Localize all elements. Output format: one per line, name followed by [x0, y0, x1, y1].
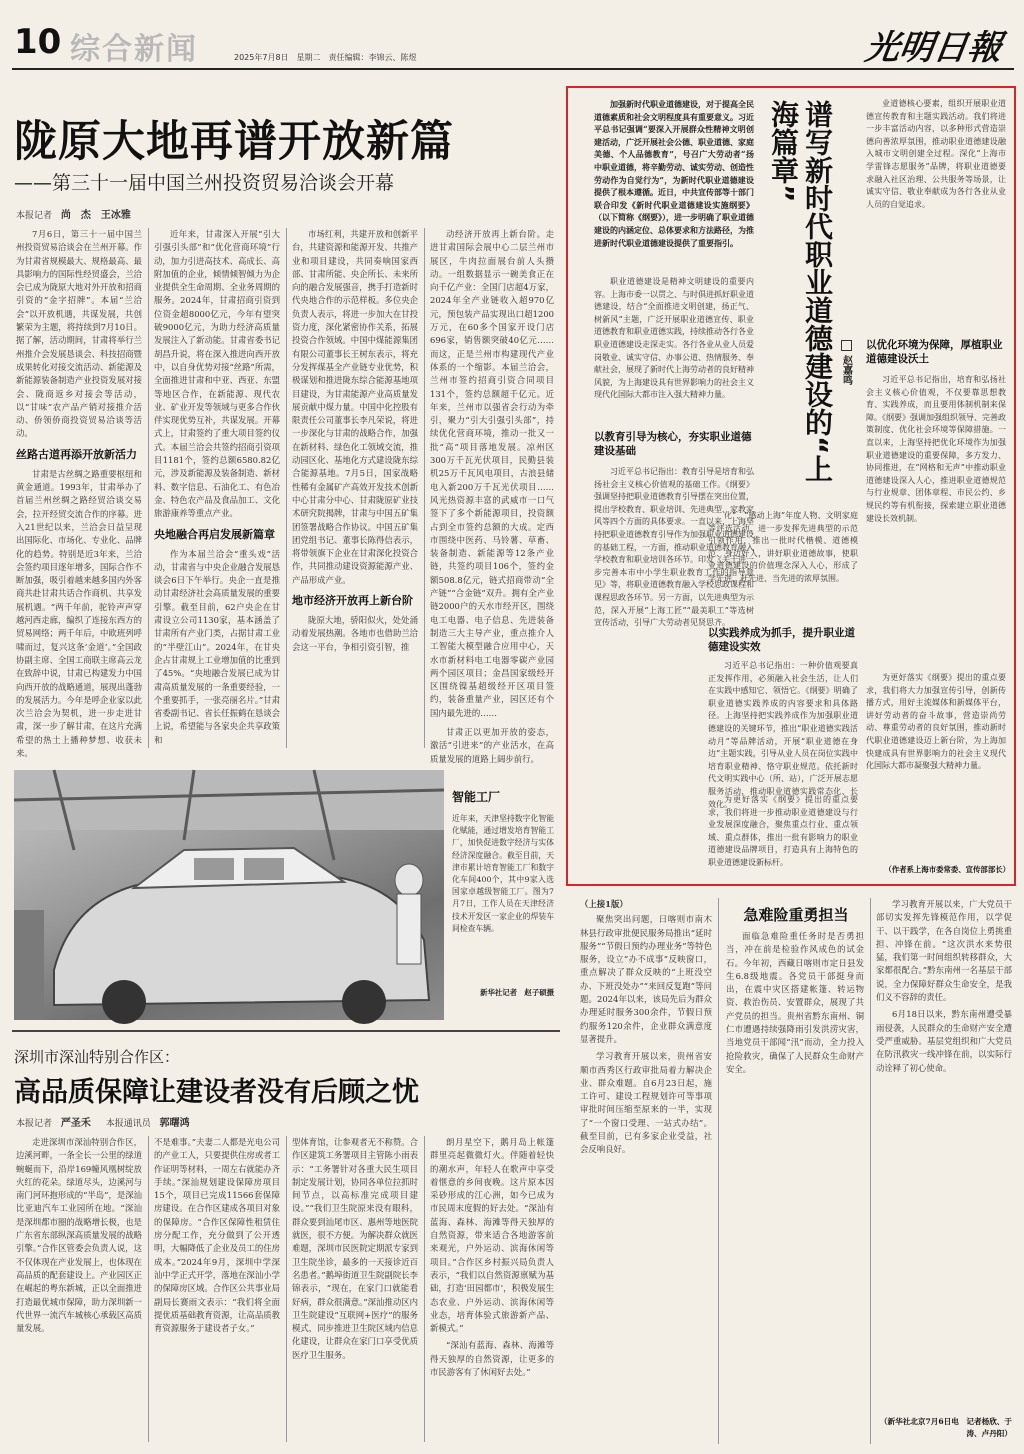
feature-p1: 职业道德建设是精神文明建设的重要内容。上海市委一以贯之、与时俱进抓好职业道德建设，结合“全面推进文明创建，扬正气、树新风”主题，广泛开展职业道德宣传、职业道德教育和职业道德实践，持续推动各行各业职业道德建设走深走实。各行各业从业人员爱岗敬业、诚实守信、办事公道、热情服务、奉献社会，展现了新时代上海劳动者的良好精神风貌，为上海建设具有世界影响力的社会主义现代化国际大都市注入强大精神力量。: [594, 277, 754, 400]
section-rule: [12, 1030, 560, 1032]
continued-text2: 学习教育开展以来，贵州省安顺市西秀区行政审批局着力解决企业、群众难题。自6月23日起，施工许可、建设工程规划许可等事项审批时间压缩至原来的一半，实现了“一个窗口受理、一站式办结”。截至目前，已有多家企业受益，社会反响良好。: [580, 1051, 712, 1155]
shenzhen-col3: 型体育馆，让参观者无不称赞。合作区建筑工务署项目主管陈小雨表示：“工务署针对各重大民生项目制定发展计划，协同各单位拉抓时间节点，以高标准完成项目建设。”“我们卫生院原来没有眼科，群众要到汕尾市区、惠州等地医院就医，很不方便。为解决群众就医难题，深圳市民医院定期派专家到卫生院坐诊，最多的一天接诊近百名患者。”鹅埠街道卫生院副院长李锦表示，“现在，在家门口就能看好病，群众很满意。”深汕推动区内卫生院建设“互联网+医疗”的服务模式，同步推进卫生院区域内信息化建设，让群众在家门口享受优质医疗卫生服务。: [292, 1137, 418, 1360]
byline-role: 本报记者: [16, 1119, 53, 1129]
byline-role: 本报通讯员: [105, 1119, 151, 1129]
byline-names: 尚 杰 王冰雅: [60, 210, 131, 221]
shenzhen-col4b-text: “深汕有蓝海、森林、海滩等得天独厚的自然资源，让更多的市民游客有了休闲好去处。”: [430, 1340, 554, 1378]
feature-col-b3: 为更好落实《纲要》提出的重点要求，我们将进一步推动职业道德建设与行业发展深度融合，聚焦重点行业、重点领域、重点群体，推出一批有影响力的职业道德建设品牌项目，打造具有上海特色的职业道德建设新标杆。: [708, 795, 858, 867]
feature-credit: （作者系上海市委常委、宣传部部长）: [884, 865, 1010, 874]
feature-sub2: 以实践养成为抓手，提升职业道德建设实效: [708, 627, 855, 653]
byline-name: 严圣禾: [60, 1118, 91, 1129]
feature-author-name: 赵嘉鸣: [840, 355, 852, 385]
feature-col-b1: 化”、“感动上海”年度人物、文明家庭等评选活动，进一步发挥先进典型的示范引领作用，推出一批时代楷模、道德模范、身边好人，讲好职业道德故事，使职业道德建设的价值理念深入人心，形成了学先进、赶先进、当先进的浓厚氛围。: [708, 511, 858, 583]
bottom-text4: 学习教育开展以来，广大党员干部切实发挥先锋模范作用，以学促干、以干践学，在各自岗位上勇挑重担、冲锋在前。“这次洪水来势很猛，我们第一时间组织转移群众，大家都很配合。”黔东南州一名基层干部说，全力保障好群众生命安全，是我们义不容辞的责任。: [876, 899, 1012, 1003]
shenzhen-byline: [16, 1114, 190, 1129]
shenzhen-col2: 不是难事。”夫妻二人都是光电公司的产业工人，只要提供住房或者工作证明等材料，一周左右就能办齐手续。”深汕规划建设保障房项目15个，项目已完成11566套保障房建设。在合作区建成各项目对象的保障房。“合作区保障性租赁住房分配工作，充分做到了公开透明，大幅降低了企业及员工的住房成本。”2024年9月，深圳中学深汕中学正式开学，落地在深汕小学的保障房区域。合作区公共事业局副局长赛雨文表示：“我们将全面提优质基础教育资源，让高品质教育资源服务于建设者子女。”: [154, 1137, 280, 1334]
factory-photo: [14, 770, 444, 1020]
col-divider: [424, 1136, 425, 1442]
lead-sub1: 丝路古道再添开放新活力: [16, 447, 137, 461]
col-divider: [148, 1136, 149, 1442]
photo-caption-box: [452, 790, 554, 1020]
bottom-text3: 面临急难险重任务时是否勇担当，冲在前是检验作风成色的试金石。今年初，西藏日喀则市定日县发生6.8级地震。各党员干部挺身而出，在震中灾区搭建帐篷、转运物资、救治伤员、安置群众，展现了共产党员的担当。贵州省黔东南州、铜仁市遭遇持续强降雨引发洪涝灾害，当地党员干部闻“汛”而动，全力投入抢险救灾，确保了人民群众生命财产安全。: [726, 931, 864, 1074]
continued-label: （上接1版）: [580, 899, 628, 909]
byline-name: 郭曙鸿: [159, 1118, 190, 1129]
feature-intro: 加强新时代职业道德建设，对于提高全民道德素质和社会文明程度具有重要意义。习近平总书记强调“要深入开展群众性精神文明创建活动，广泛开展社会公德、职业道德、家庭美德、个人品德教育”，号召广大劳动者“扬中职业道德，将辛勤劳动、诚实劳动、创造性劳动作为自觉行为”，为新时代职业道德建设提供了根本遵循。近日，中共宣传部等十部门联合印发《新时代职业道德建设实施纲要》（以下简称《纲要》），进一步明确了职业道德建设的内涵定位、总体要求和方法路径，为推进新时代职业道德建设提供了重要指引。: [594, 99, 754, 248]
shenzhen-col1: 走进深圳市深汕特别合作区，边溪河畔，一条全长一公里的绿道蜿蜒而下，沿岸169幢风凰树绽放火红的花朵。绿道尽头，边溪河与南门河环抱形成的“半岛”，是深汕比亚迪汽车工业园所在地。“深汕是深圳都市圈的战略增长极，也是广东省东部纵深高质量发展的战略引擎。”合作区管委会负责人说，这不仅体现在产业发展上，也体现在高品质的配套建设上。产业园区正在崛起的粤东新城，正以全面推进打造最优城市保障，助力深圳新一代世界一流汽车城核心承载区高质量发展。: [16, 1137, 142, 1334]
photo-title: 智能工厂: [452, 790, 501, 804]
shenzhen-col4-text: 朗月星空下，鹅月岛上帐篷群里亮起微微灯火。伴随着轻快的潮水声，年轻人在歌声中享受着惬意的乡间夜晚。这片原本因采砂形成的江心洲，如今已成为市民周末度假的好去处。“深汕有蓝海、森林、海滩等得天独厚的自然资源，带来适合各地游客前来观光，户外运动、滨海休闲等项目。”合作区乡村振兴局负责人表示，“我们以自然资源禀赋为基础，打造‘田园都市’，积极发展生态农业、户外运动、滨海休闲等业态，培育体验式旅游新产品、新模式。”: [430, 1137, 554, 1334]
continued-text1: 聚焦突出问题，日喀则市南木林县行政审批便民服务局推出“延时服务”“节假日预约办理业务”等特色服务，设立“办不成事”反映窗口，重点解决了群众反映的“上班没空办、下班没处办”“来回反复跑”等问题。2024年以来，该局先后为群众办理延时服务300余件，节假日预约服务120余件，企业群众满意度显著提升。: [580, 914, 712, 1044]
date-line: 2025年7月8日 星期二 责任编辑：李锦云、陈煜: [234, 53, 417, 62]
lead-byline: [16, 206, 131, 221]
bottom-credit: （新华社北京7月6日电 记者杨欣、于涛、卢丹阳）: [879, 1417, 1012, 1438]
lead-col1-text: 7月6日，第三十一届中国兰州投资贸易洽谈会在兰州开幕。作为甘肃省规模最大、规格最高、最具影响力的国际性经贸盛会，兰洽会已成为陇原大地对外开放和招商引资的“金字招牌”。本届“兰洽会”以开放机遇，共谋发展，共创繁荣为主题，将持续到7月10日。据了解，活动期间，甘肃将举行兰州推介会发展恳谈会、科技招商暨成果转化对接交流活动、新能源及新能源装备制造产业投资发展对接会、陇商返乡对接会等活动，以“甘味”农产品产销对接推介活动、侨领侨商投资贸易洽谈等活动。: [16, 229, 142, 439]
masthead: [0, 0, 1024, 66]
bottom-text5: 6月18日以来，黔东南州遭受暴雨侵袭，人民群众的生命财产安全遭受严重威胁。基层党组织和广大党员在防汛救灾一线冲锋在前，以实际行动诠释了初心使命。: [876, 1009, 1012, 1073]
feature-p2: 习近平总书记指出：教育引导是培育和弘扬社会主义核心价值观的基础工作。《纲要》强调坚持把职业道德教育引导摆在突出位置，提出学校教育、职业培训、先进典型、家教家风等四个方面的具体要求。一直以来，上海坚持把职业道德教育引导作为加强职业道德建设的基础工程，一方面，推动职业道德教育融入学校教育和职业培训各环节。印发《关于进一步完善本市中小学生职业教育工作的指导意见》等，将职业道德教育融入学校思政课程和课程思政各环节。另一方面，以先进典型为示范，深入开展“上海工匠”“最美职工”等选树宣传活动，引导广大劳动者见贤思齐。: [594, 467, 754, 628]
lead-col3-text: 市场红利，共建开放和创新平台，共建资源和能源开发、共推产业和项目建设，共同奏响国家西部、甘肃所能、央企所长、未来所向的融合发展强音，携手打造新时代央地合作的示范样板。多位央企负责人表示，将进一步加大在甘投资力度，深化紧密协作关系，拓展投资合作领域。中国中煤能源集团有限公司董事长王树东表示，将充分发挥煤基全产业链专业优势，积极谋划和推进陇东综合能源基地项目建设，为甘肃能源产业高质量发展贡献中煤力量。中国中化控股有限责任公司董事长李凡荣说，将进一步深化与甘肃的战略合作，加强在新材料、绿色化工领域交流，推动园区化、基地化方式建设陇东综合能源基地。7月5日，国家战略性稀有金属矿产高效开发技术创新中心甘肃分中心、甘肃陇原矿业技术研究院揭牌，甘肃与中国五矿集团签署战略合作协议。中国五矿集团党组书记、董事长陈得信表示，将带领旗下企业在甘肃深化投资合作，共同推动建设资源能源产业、产品形成产业。: [292, 229, 418, 585]
lead-col4b-text: 甘肃正以更加开放的姿态，激活“引进来”的产业活水，在高质量发展的道路上阔步前行。: [430, 726, 554, 764]
lead-subheadline: ——第三十一届中国兰州投资贸易洽谈会开幕: [14, 172, 395, 194]
lead-col3b-text: 陇原大地，骄阳似火，处处涌动着发展热潮。各地市也借助兰洽会这一平台，争相引资引智，推: [292, 615, 418, 652]
lead-col1b-text: 甘肃是古丝绸之路重要枢纽和黄金通道。1993年，甘肃举办了首届兰州丝绸之路经贸洽谈交易会，拉开经贸交流合作的序幕。进入21世纪以来，兰洽会日益呈现出国际化、市场化、专业化、品牌化的趋势。特别是近3年来，兰洽会签约项目逐年增多，国际合作不断加强，吸引着越来越多国内外客商共赴甘肃共话合作商机、共享发展机遇。“两千年前，驼铃声声穿越河西走廊，编织了连接东西方的贸易网络；两千年后，中欧班列呼啸而过，复兴这条‘金道’。”全国政协副主席、全国工商联主席高云龙在致辞中说，甘肃已构建发力中国向西开放的战略通道，展现出蓬勃的发展活力。今年是呼企业家以此次兰洽会为契机，进一步走进甘肃，深一步了解甘肃，在这片充满希望的热土上播种梦想、收获未来。: [16, 468, 142, 758]
byline-role: 本报记者: [16, 211, 53, 221]
feature-col-c3: 为更好落实《纲要》提出的重点要求，我们将大力加强宣传引导，创新传播方式，用好主流媒体和新媒体平台，讲好劳动者的奋斗故事，营造崇尚劳动、尊重劳动者的良好氛围，推动新时代职业道德建设迈上新台阶，为上海加快建成具有世界影响力的社会主义现代化国际大都市凝聚强大精神力量。: [866, 673, 1006, 771]
col-divider: [286, 1136, 287, 1442]
lead-col4: [430, 228, 554, 764]
col-divider: [870, 898, 871, 1444]
paper-logo: 光明日報: [862, 28, 1005, 68]
lead-col2: [154, 228, 280, 748]
continued-col1: [580, 898, 712, 1444]
photo-credit: 新华社记者 赵子硕摄: [480, 988, 554, 997]
col-divider: [424, 228, 425, 748]
bottom-col3: [876, 898, 1012, 1414]
lead-sub3: 地市经济开放再上新台阶: [292, 594, 413, 608]
feature-headline: [766, 100, 836, 500]
col-divider: [718, 898, 719, 1444]
feature-sub1: 以教育引导为核心，夯实职业道德建设基础: [594, 431, 752, 457]
page-number: 10: [14, 22, 62, 62]
lead-col2b-text: 作为本届兰洽会“重头戏”活动，甘肃省与中央企业融合发展恳谈会6日下午举行。央企一直是推动甘肃经济社会高质量发展的重要引擎。截至目前，62户央企在甘肃设立公司1130家，基本涵盖了甘肃所有产业门类，占据甘肃工业的“半壁江山”。2024年，在甘央企占甘肃规上工业增加值的比重到了45%。“央地融合发展已成为甘肃高质量发展的一条重要经验，一个重要抓手，一张亮丽名片。”甘肃省委副书记、省长任振鹤在恳谈会上说，希望能与各家央企共享政策和: [154, 548, 280, 745]
lead-col3: [292, 228, 418, 748]
shenzhen-col4: [430, 1136, 554, 1442]
feature-col-b2: 习近平总书记指出：一种价值观要真正发挥作用，必须融入社会生活，让人们在实践中感知它、领悟它。《纲要》明确了职业道德实践养成的内容要求和具体路径。上海坚持把实践养成作为加强职业道德建设的关键环节，推出“职业道德实践活动月”等品牌活动，开展“职业道德在身边”主题实践，引导从业人员在岗位实践中培育职业精神、恪守职业规范。依托新时代文明实践中心（所、站），广泛开展志愿服务活动，推动职业道德实践常态化、长效化。: [708, 661, 858, 809]
section-title: 综合新闻: [70, 32, 198, 67]
col-divider: [286, 228, 287, 748]
lead-headline: 陇原大地再谱开放新篇: [14, 117, 454, 167]
lead-col4-text: 动经济开放再上新台阶。走进甘肃国际会展中心二层兰州市展区，牛肉拉面展台前人头攒动。一组数据显示一碗美食正在向千亿产业：全国门店超4万家，2024年全产业链收入超970亿元，预包装产品实现出口超1200万元，在60多个国家开设门店696家，销售额突破40亿元……而这，正是兰州市构建现代产业体系的一个缩影。本届兰洽会，兰州市签约招商引资合同项目131个，签约总额超千亿元。近年来，兰州市以强省会行动为牵引，聚力“引大引强引头部”，持续优化营商环境，推动一批又一批“高”项目落地发展。凉州区300万千瓦光伏项目，民勤县装机25万千瓦风电项目，古浪县储电入新200万千瓦光伏项目……风光热资源丰富的武威市一口气签下了多个新能源项目，投资额占到全市签约总额的大成。定西市围绕中医药、马铃薯、草畜、装备制造、新能源等12条产业链，共签约项目106个，签约金额508.8亿元，链式招商带动“全产链”“合金链”双升。拥有全产业链2000户的天水市经开区，围绕电工电器、电子信息、先进装备制造三大主导产业，重点推介人工智能大模型融合应用中心，天水市新材料电工电器零碳产业园两个园区项目；金昌国家级经开区围绕镍基超级经开区项目签约，装备重量产业，园区还有个国内最先进的……: [430, 229, 554, 718]
photo-caption: 近年来，天津坚持数字化智能化赋能，通过增发培育智能工厂，加快促进数字经济与实体经济深度融合。截至目前，天津市累计培育智能工厂和数字化车间400个，其中9家入选国家卓越级智能工厂。图为7月7日，工作人员在天津经济技术开发区一家企业的焊装车间检查车辆。: [452, 814, 554, 933]
lead-col1: [16, 228, 142, 758]
author-marker-icon: [841, 340, 852, 351]
feature-col-c2: 习近平总书记指出，培育和弘扬社会主义核心价值观，不仅要靠思想教育、实践养成，而且要用体制机制来保障。《纲要》强调加强组织领导、完善政策制度、优化社会环境等保障措施。一直以来，上海坚持把优化环境作为加强职业道德建设的重要保障，多方发力、协同推进，在“网格和无声”中推动职业道德建设深入人心，推进职业道德规范与行业规章、团体章程、市民公约、乡规民约等有机衔接，探索建立职业道德建设长效机制。: [866, 375, 1006, 523]
feature-col-c1: 业道德核心要素，组织开展职业道德宣传教育和主题实践活动。我们将进一步丰富活动内容，以多种形式营造崇德向善浓厚氛围，推动职业道德建设融入城市文明创建全过程。深化“上海市学雷锋志愿服务”品牌，将职业道德要求融入社区治理、公共服务等场景，让诚实守信、敬业奉献成为各行各业从业人员的自觉追求。: [866, 99, 1006, 209]
masthead-rule: [12, 68, 1014, 70]
bottom-headline2: 急难险重勇担当: [743, 906, 849, 924]
shenzhen-kicker: 深圳市深汕特别合作区：: [14, 1048, 180, 1066]
feature-sub3: 以优化环境为保障，厚植职业道德建设沃土: [866, 339, 1003, 365]
feature-headline-text: 谱写新时代职业道德建设的“上海篇章”: [767, 100, 834, 483]
shenzhen-headline: 高品质保障让建设者没有后顾之忧: [14, 1077, 419, 1108]
lead-sub2: 央地融合再启发展新篇章: [154, 527, 275, 541]
factory-photo-illustration: [14, 770, 444, 1020]
col-divider: [148, 228, 149, 748]
lead-col2-text: 近年来，甘肃深入开展“引大引强引头部”和“优化营商环境”行动，加力引进高技术、高成长、高附加值的企业，倾情倾智倾力为企业提供全生命周期、全业务周期的服务。2024年，甘肃招商引资到位资金超8000亿元，今年有望突破9000亿元，为助力经济高质量发展注入了新动能。甘肃省委书记胡昌升说，将在深入推进向西开放中，以自身优势对接“丝路”所需，全面推进甘肃和中亚、西亚、东盟等地区合作，在新能源、现代农业、矿业开发等领域与更多合作伙伴实现优势互补，共谋发展。开幕式上，甘肃签约了重大项目签约仪式。本届兰洽会共签约招商引资项目1181个，签约总额6580.82亿元，涉及新能源及装备制造、新材料、数字信息、石油化工、有色冶金、特色农产品及食品加工、文化旅游康养等重点产业。: [154, 229, 280, 519]
feature-author: [838, 340, 854, 430]
